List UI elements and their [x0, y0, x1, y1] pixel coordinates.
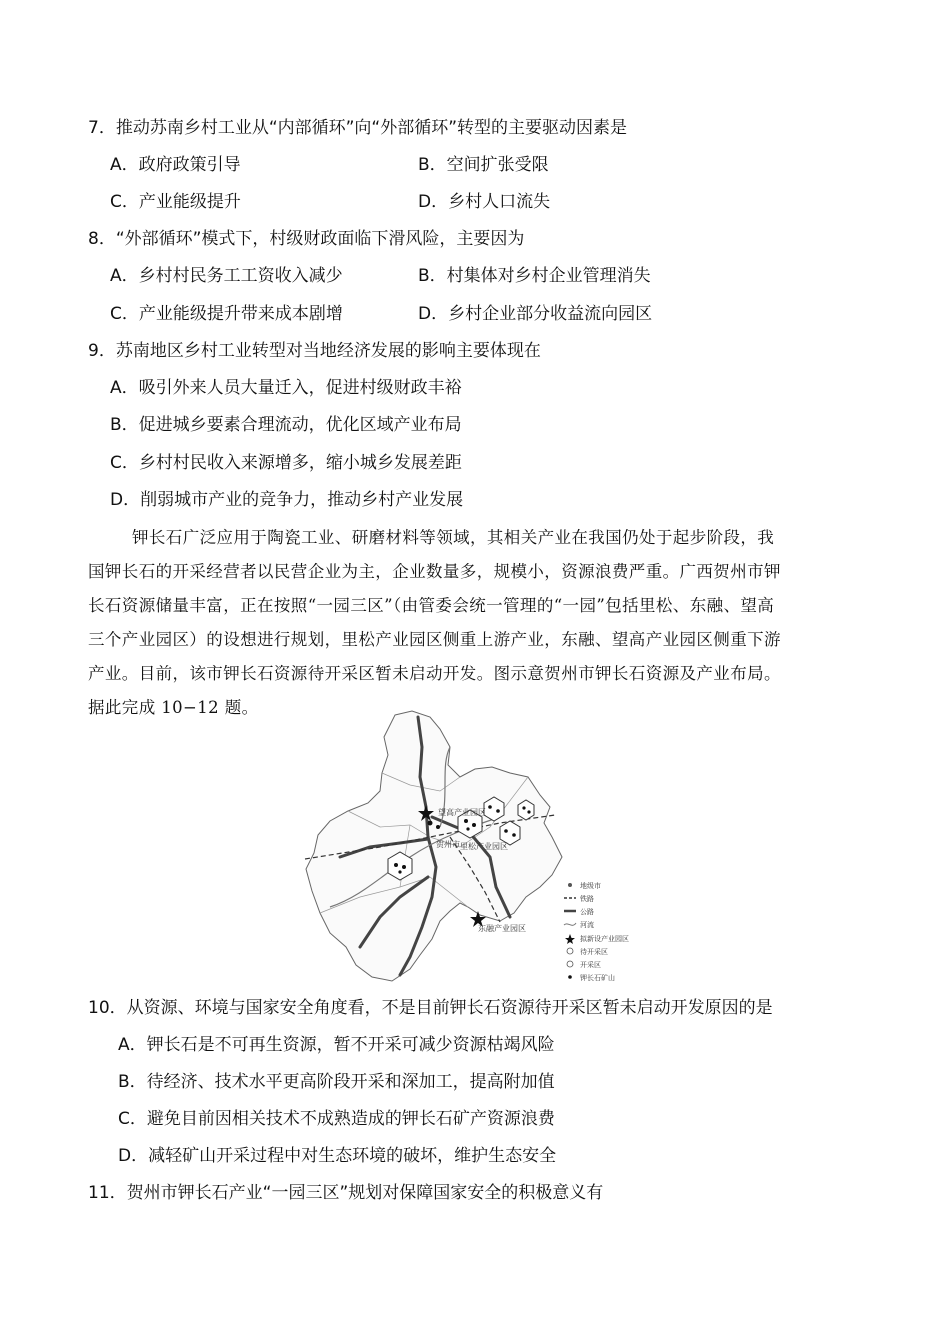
legend-highway: 公路	[580, 908, 594, 916]
q7-stem: 7．推动苏南乡村工业从“内部循环”向“外部循环”转型的主要驱动因素是	[88, 118, 628, 138]
passage-line-4: 三个产业园区）的设想进行规划，里松产业园区侧重上游产业，东融、望高产业园区侧重下游	[88, 630, 781, 649]
q7-option-d: D．乡村人口流失	[418, 192, 551, 212]
q11-stem: 11．贺州市钾长石产业“一园三区”规划对保障国家安全的积极意义有	[88, 1183, 604, 1203]
legend-park: 拟新设产业园区	[580, 935, 629, 943]
hezhou-feldspar-map	[300, 707, 660, 987]
q8-option-c: C．产业能级提升带来成本剧增	[110, 304, 343, 324]
q8-option-a: A．乡村村民务工工资收入减少	[110, 266, 343, 286]
legend-mining: 开采区	[580, 961, 601, 969]
passage-line-3: 长石资源储量丰富，正在按照“一园三区”（由管委会统一管理的“一园”包括里松、东融、望高	[88, 596, 775, 615]
legend-pending: 待开采区	[580, 948, 608, 956]
legend-mine: 钾长石矿山	[580, 974, 615, 982]
q9-stem: 9．苏南地区乡村工业转型对当地经济发展的影响主要体现在	[88, 341, 541, 361]
legend-river: 河流	[580, 921, 594, 929]
q10-option-b: B．待经济、技术水平更高阶段开采和深加工，提高附加值	[118, 1072, 555, 1092]
passage-line-5: 产业。目前，该市钾长石资源待开采区暂未启动开发。图示意贺州市钾长石资源及产业布局。	[88, 664, 781, 683]
q7-option-c: C．产业能级提升	[110, 192, 241, 212]
legend-mine-symbol	[568, 975, 572, 979]
q10-option-c: C．避免目前因相关技术不成熟造成的钾长石矿产资源浪费	[118, 1109, 555, 1129]
passage-line-6: 据此完成 10−12 题。	[88, 698, 259, 717]
q9-option-c: C．乡村村民收入来源增多，缩小城乡发展差距	[110, 453, 462, 473]
q10-option-a: A．钾长石是不可再生资源，暂不开采可减少资源枯竭风险	[118, 1035, 555, 1055]
legend-city-symbol	[568, 883, 572, 887]
q8-option-d: D．乡村企业部分收益流向园区	[418, 304, 653, 324]
q7-option-b: B．空间扩张受限	[418, 155, 549, 175]
q9-option-a: A．吸引外来人员大量迁入，促进村级财政丰裕	[110, 378, 462, 398]
q8-option-b: B．村集体对乡村企业管理消失	[418, 266, 651, 286]
legend-railway: 铁路	[580, 895, 594, 903]
q9-option-b: B．促进城乡要素合理流动，优化区域产业布局	[110, 415, 462, 435]
q8-stem: 8．“外部循环”模式下，村级财政面临下滑风险，主要因为	[88, 229, 525, 249]
legend-mining-symbol	[567, 961, 573, 967]
label-wanggao: 望高产业园区	[438, 808, 486, 817]
passage-line-1: 钾长石广泛应用于陶瓷工业、研磨材料等领域，其相关产业在我国仍处于起步阶段，我	[132, 528, 775, 547]
map-legend	[564, 881, 629, 982]
passage	[88, 521, 868, 725]
label-hezhou: 贺州市	[436, 840, 460, 849]
region-outline	[306, 711, 562, 981]
mining-zone-far-east	[518, 800, 534, 820]
legend-river-symbol	[564, 923, 576, 925]
legend-pending-symbol	[567, 948, 573, 954]
q10-option-d: D．减轻矿山开采过程中对生态环境的破坏，维护生态安全	[118, 1146, 557, 1166]
label-lisong: 里松产业园区	[460, 842, 508, 851]
q7-option-a: A．政府政策引导	[110, 155, 241, 175]
legend-park-symbol	[565, 934, 575, 944]
legend-city: 地级市	[580, 882, 601, 890]
q9-option-d: D．削弱城市产业的竞争力，推动乡村产业发展	[110, 490, 464, 510]
label-dongrong: 东融产业园区	[478, 924, 526, 933]
q10-stem: 10．从资源、环境与国家安全角度看，不是目前钾长石资源待开采区暂未启动开发原因的是	[88, 998, 773, 1018]
passage-line-2: 国钾长石的开采经营者以民营企业为主，企业数量多，规模小，资源浪费严重。广西贺州市钾	[88, 562, 781, 581]
